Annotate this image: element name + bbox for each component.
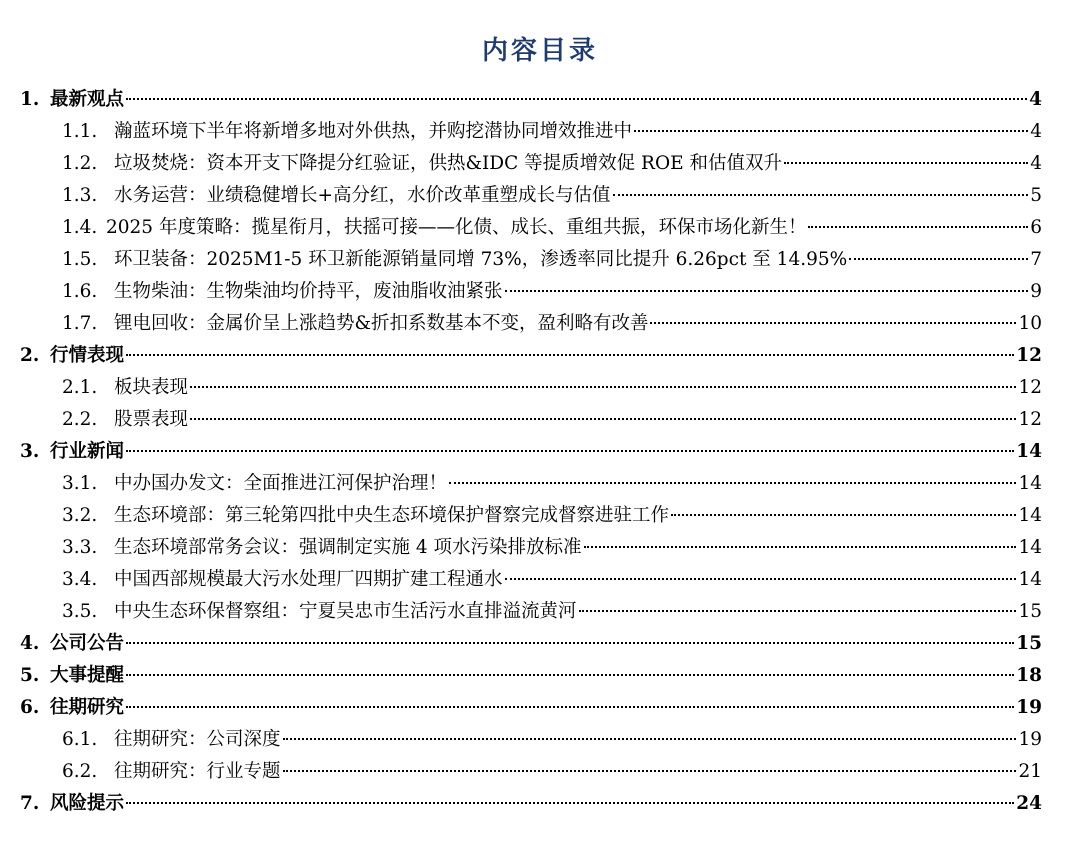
toc-leader xyxy=(283,738,1017,740)
toc-text: 公司公告 xyxy=(50,633,125,654)
toc-text: 最新观点 xyxy=(50,89,125,110)
toc-number: 3.4. xyxy=(62,569,98,590)
toc-number: 1.5. xyxy=(62,249,98,270)
toc-leader xyxy=(126,642,1014,644)
toc-page-number: 14 xyxy=(1018,537,1042,558)
toc-subsection-2-1[interactable] xyxy=(20,372,1042,404)
toc-subsection-1-1[interactable] xyxy=(20,116,1042,148)
toc-leader xyxy=(126,802,1014,804)
toc-number: 4. xyxy=(20,633,40,654)
toc-leader xyxy=(126,354,1014,356)
toc-page-number: 14 xyxy=(1018,505,1042,526)
toc-number: 1. xyxy=(20,89,40,110)
toc-page-number: 15 xyxy=(1018,601,1042,622)
toc-number: 2.2. xyxy=(62,409,98,430)
toc-leader xyxy=(126,450,1014,452)
toc-leader xyxy=(283,770,1017,772)
toc-leader xyxy=(126,706,1014,708)
toc-leader xyxy=(190,386,1016,388)
toc-section-5[interactable] xyxy=(20,660,1042,692)
toc-list xyxy=(20,84,1042,820)
toc-leader xyxy=(505,578,1017,580)
toc-subsection-3-2[interactable] xyxy=(20,500,1042,532)
toc-number: 7. xyxy=(20,793,40,814)
toc-subsection-1-3[interactable] xyxy=(20,180,1042,212)
toc-subsection-6-2[interactable] xyxy=(20,756,1042,788)
toc-text: 大事提醒 xyxy=(50,665,125,686)
toc-number: 3.5. xyxy=(62,601,98,622)
toc-number: 6.2. xyxy=(62,761,98,782)
toc-leader xyxy=(126,674,1014,676)
toc-page-number: 12 xyxy=(1016,345,1042,366)
toc-leader xyxy=(505,290,1029,292)
toc-text: 往期研究 xyxy=(50,697,125,718)
toc-page-number: 14 xyxy=(1018,473,1042,494)
toc-subsection-3-5[interactable] xyxy=(20,596,1042,628)
toc-page-number: 14 xyxy=(1018,569,1042,590)
toc-subsection-6-1[interactable] xyxy=(20,724,1042,756)
toc-page-number: 9 xyxy=(1030,281,1042,302)
toc-section-2[interactable] xyxy=(20,340,1042,372)
toc-subsection-3-4[interactable] xyxy=(20,564,1042,596)
toc-text: 生态环境部：第三轮第四批中央生态环境保护督察完成督察进驻工作 xyxy=(114,505,670,526)
toc-page-number: 7 xyxy=(1030,249,1042,270)
toc-page-number: 4 xyxy=(1029,89,1042,110)
toc-leader xyxy=(126,98,1027,100)
toc-text: 瀚蓝环境下半年将新增多地对外供热，并购挖潜协同增效推进中 xyxy=(114,121,633,142)
toc-page-number: 10 xyxy=(1018,313,1042,334)
toc-subsection-3-1[interactable] xyxy=(20,468,1042,500)
toc-subsection-1-5[interactable] xyxy=(20,244,1042,276)
toc-leader xyxy=(613,194,1029,196)
toc-page-number: 6 xyxy=(1030,217,1042,238)
toc-leader xyxy=(584,546,1017,548)
toc-text: 风险提示 xyxy=(50,793,125,814)
toc-page-number: 4 xyxy=(1030,153,1042,174)
toc-page-number: 18 xyxy=(1016,665,1042,686)
toc-text: 往期研究：行业专题 xyxy=(114,761,281,782)
toc-number: 3. xyxy=(20,441,40,462)
toc-page-number: 19 xyxy=(1016,697,1042,718)
toc-text: 水务运营：业绩稳健增长+高分红，水价改革重塑成长与估值 xyxy=(114,185,611,206)
toc-text: 股票表现 xyxy=(114,409,189,430)
toc-number: 1.3. xyxy=(62,185,98,206)
toc-subsection-1-7[interactable] xyxy=(20,308,1042,340)
toc-number: 6.1. xyxy=(62,729,98,750)
toc-leader xyxy=(650,322,1016,324)
toc-subsection-1-6[interactable] xyxy=(20,276,1042,308)
toc-page-number: 12 xyxy=(1018,409,1042,430)
toc-number: 1.2. xyxy=(62,153,98,174)
toc-text: 生态环境部常务会议：强调制定实施 4 项水污染排放标准 xyxy=(114,537,582,558)
toc-number: 1.7. xyxy=(62,313,98,334)
toc-text: 中办国办发文：全面推进江河保护治理！ xyxy=(114,473,448,494)
toc-subsection-1-4[interactable] xyxy=(20,212,1042,244)
toc-number: 1.6. xyxy=(62,281,98,302)
toc-leader xyxy=(671,514,1016,516)
toc-number: 1.1. xyxy=(62,121,98,142)
toc-text: 锂电回收：金属价呈上涨趋势&折扣系数基本不变，盈利略有改善 xyxy=(114,313,649,334)
toc-section-1[interactable] xyxy=(20,84,1042,116)
toc-page-number: 5 xyxy=(1030,185,1042,206)
toc-leader xyxy=(579,610,1017,612)
toc-number: 5. xyxy=(20,665,40,686)
toc-leader xyxy=(784,162,1028,164)
toc-page-number: 15 xyxy=(1016,633,1042,654)
toc-number: 2. xyxy=(20,345,40,366)
toc-number: 1.4. xyxy=(62,217,98,238)
toc-number: 3.1. xyxy=(62,473,98,494)
toc-subsection-2-2[interactable] xyxy=(20,404,1042,436)
toc-section-3[interactable] xyxy=(20,436,1042,468)
toc-page-number: 24 xyxy=(1016,793,1042,814)
toc-number: 2.1. xyxy=(62,377,98,398)
toc-text: 生物柴油：生物柴油均价持平，废油脂收油紧张 xyxy=(114,281,503,302)
toc-text: 2025 年度策略：揽星衔月，扶摇可接——化债、成长、重组共振，环保市场化新生！ xyxy=(106,217,807,238)
toc-number: 3.3. xyxy=(62,537,98,558)
toc-page-number: 12 xyxy=(1018,377,1042,398)
toc-text: 板块表现 xyxy=(114,377,189,398)
toc-text: 往期研究：公司深度 xyxy=(114,729,281,750)
toc-page-number: 21 xyxy=(1018,761,1042,782)
toc-leader xyxy=(849,258,1028,260)
toc-title: 内容目录 xyxy=(481,36,598,66)
toc-subsection-3-3[interactable] xyxy=(20,532,1042,564)
toc-text: 中央生态环保督察组：宁夏吴忠市生活污水直排溢流黄河 xyxy=(114,601,577,622)
toc-number: 6. xyxy=(20,697,40,718)
toc-text: 垃圾焚烧：资本开支下降提分红验证，供热&IDC 等提质增效促 ROE 和估值双升 xyxy=(114,153,783,174)
toc-section-7[interactable] xyxy=(20,788,1042,820)
toc-section-4[interactable] xyxy=(20,628,1042,660)
toc-subsection-1-2[interactable] xyxy=(20,148,1042,180)
toc-number: 3.2. xyxy=(62,505,98,526)
toc-text: 中国西部规模最大污水处理厂四期扩建工程通水 xyxy=(114,569,503,590)
toc-page-number: 14 xyxy=(1016,441,1042,462)
toc-text: 行情表现 xyxy=(50,345,125,366)
toc-text: 行业新闻 xyxy=(50,441,125,462)
toc-leader xyxy=(190,418,1016,420)
toc-section-6[interactable] xyxy=(20,692,1042,724)
toc-page-number: 19 xyxy=(1018,729,1042,750)
toc-text: 环卫装备：2025M1-5 环卫新能源销量同增 73%，渗透率同比提升 6.26pct 至 14.95% xyxy=(114,249,848,270)
toc-page-number: 4 xyxy=(1030,121,1042,142)
toc-leader xyxy=(808,226,1028,228)
toc-leader xyxy=(449,482,1016,484)
toc-leader xyxy=(634,130,1028,132)
